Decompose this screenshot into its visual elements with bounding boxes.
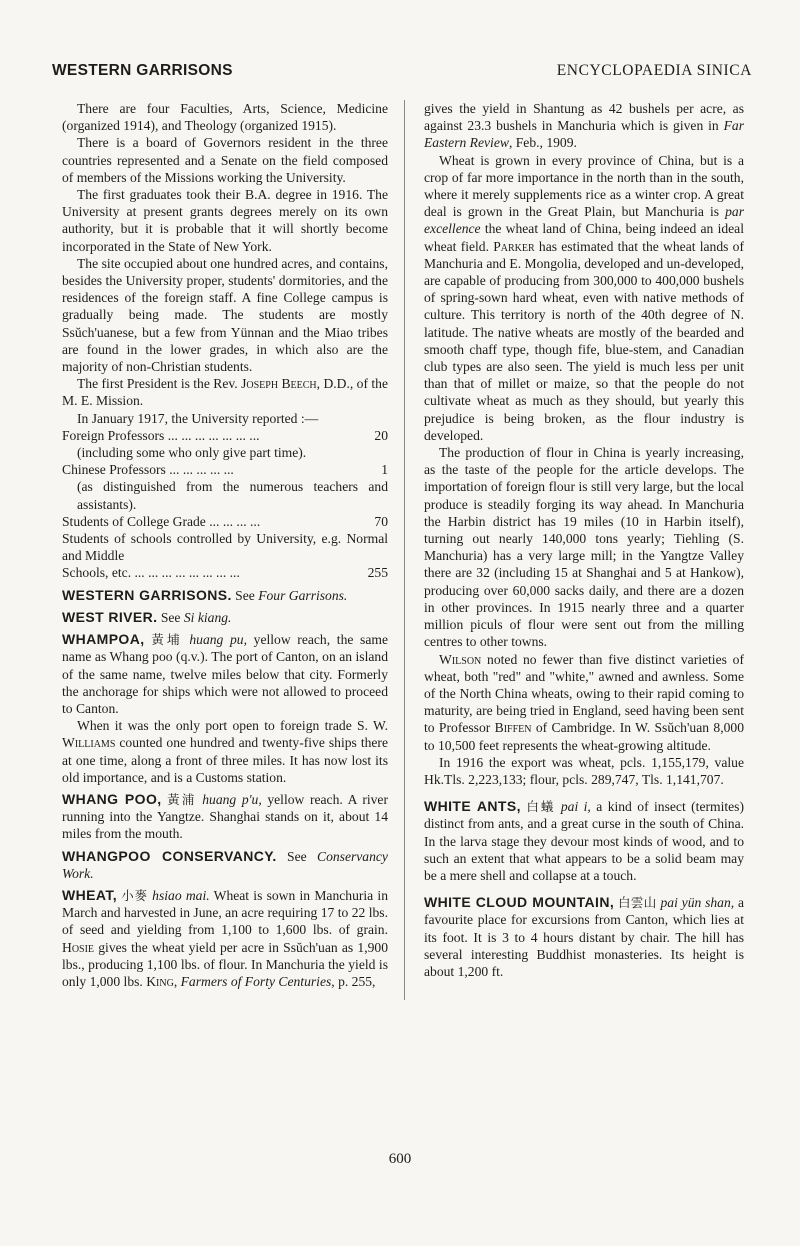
person-name: Joseph Beech (241, 376, 317, 392)
chinese-characters: 黃埔 (151, 632, 183, 648)
person-name: King (146, 973, 174, 989)
entry-whampoa: WHAMPOA, 黃埔 huang pu, yellow reach, the same name as Whang poo (q.v.). The port of Canton, on an island of the same name, twelve miles below that city. Formerly the anchorage for ships which were not allowed to proceed to Canton. (62, 631, 388, 716)
person-name: Biffen (494, 720, 532, 736)
chinese-characters: 黃浦 (167, 791, 197, 807)
column-divider (404, 100, 405, 1000)
headword: WHANG POO, (62, 790, 162, 807)
person-name: Parker (493, 238, 535, 254)
book-title: Farmers of Forty Centuries (180, 973, 332, 989)
paragraph: Wheat is grown in every province of China, but is a crop of far more importance in the north than in the south, where it merely supplements rice as a winter crop. A great deal is grown in the Great Plain, but Manchuria is par excellence the wheat land of China, being indeed an ideal wheat field. Parker has estimated that the wheat lands of Manchuria and E. Mongolia, developed and un-developed, are capable of producing from 300,000 to 400,000 bushels of spring-sown hard wheat, even with native methods of culture. This territory is north of the 40th degree of N. latitude. The native wheats are mostly of the bearded and smooth chaff type, though fife, blue-stem, and Canadian club types are also seen. The yield is much less per unit than that of millet or maize, so that the people do not cultivate wheat as much as they should, but yearly this prejudice is being broken, as the flour industry is developed. (424, 152, 744, 443)
chinese-characters: 小麥 (121, 887, 148, 903)
entry-wheat: WHEAT, 小麥 hsiao mai. Wheat is sown in Manchuria in March and harvested in June, an acre requiring 17 to 22 lbs. of seed and yielding from 1,100 to 1,600 lbs. of grain. Hosie gives the wheat yield per acre in Ssŭch'uan as 1,900 lbs., producing 1,100 lbs. of flour. In Manchuria the yield is only 1,000 lbs. King, Farmers of Forty Centuries, p. 255, (62, 886, 388, 989)
headword: WHAMPOA, (62, 631, 145, 648)
paragraph: Wilson noted no fewer than five distinct varieties of wheat, both "red" and "white," awned and awnless. Some of the North China wheats, owing to their rapid coming to maturity, are being tried in England, seed having been sent to Professor Biffen of Cambridge. In W. Ssŭch'uan 8,000 to 10,500 feet represents the wheat-growing altitude. (424, 651, 744, 753)
journal-title: Far Eastern Review (424, 118, 744, 151)
stat-row: Chinese Professors ... ... ... ... ... 1 (62, 462, 388, 478)
romanization: hsiao mai. (152, 887, 210, 903)
statistics-list (62, 427, 388, 582)
header-title: WESTERN GARRISONS (52, 62, 233, 79)
person-name: Wilson (439, 651, 482, 667)
entry-whang-poo: WHANG POO, 黃浦 huang p'u, yellow reach. A river running into the Yangtze. Shanghai stands on it, about 14 miles from the mouth. (62, 790, 388, 842)
headword: WHEAT, (62, 886, 118, 903)
paragraph: The site occupied about one hundred acres, and contains, besides the University proper, students' dormitories, and the residences of the foreign staff. A fine College campus is gradually being made. The students are mostly Ssŭch'uanese, but a few from Yünnan and the Miao tribes are found in the lower grades, in which also are the majority of non-Christian students. (62, 255, 388, 375)
cross-reference[interactable]: Si kiang. (183, 609, 232, 625)
entry-white-ants: WHITE ANTS, 白蟻 pai i, a kind of insect (termites) distinct from ants, and a great curse in the south of China. In the larva stage they devour most kinds of wood, and to such an extent that what appears to be a solid beam may be a mere shell and collapse at a touch. (424, 798, 744, 883)
page-number: 600 (388, 1151, 412, 1167)
running-header (52, 62, 752, 84)
person-name: Hosie (62, 939, 95, 955)
romanization: pai yün shan, (660, 895, 735, 911)
paragraph: In January 1917, the University reported :— (77, 410, 319, 426)
header-publication: ENCYCLOPAEDIA SINICA (556, 62, 752, 79)
entry-western-garrisons: WESTERN GARRISONS. See Four Garrisons. (62, 586, 348, 603)
chinese-characters: 白雲山 (617, 895, 657, 911)
entry-white-cloud-mountain: WHITE CLOUD MOUNTAIN, 白雲山 pai yün shan, a favourite place for excursions from Canton, which lies at its foot. It is 3 to 4 hours distant by chair. The hill has several interesting Buddhist monasteries. Its height is about 1,200 ft. (424, 894, 745, 979)
headword: WEST RIVER. (62, 608, 158, 625)
paragraph: The first President is the Rev. Joseph Beech, D.D., of the M. E. Mission. (62, 376, 389, 409)
paragraph: There are four Faculties, Arts, Science, Medicine (organized 1914), and Theology (organized 1915). (62, 101, 388, 134)
headword: WHITE ANTS, (424, 798, 521, 815)
paragraph: gives the yield in Shantung as 42 bushels per acre, as against 23.3 bushels in Manchuria which is given in Far Eastern Review, Feb., 1909. (424, 101, 744, 151)
paragraph: The first graduates took their B.A. degree in 1916. The University at present grants degrees merely on its own authority, but it is probable that it will shortly become incorporated in the State of New York. (62, 187, 388, 254)
romanization: huang pu, (189, 632, 247, 648)
headword: WHITE CLOUD MOUNTAIN, (424, 894, 615, 911)
paragraph: The production of flour in China is yearly increasing, as the taste of the people for the article develops. The importation of foreign flour is still very large, but the local produce is steadily forging its way ahead. In Manchuria the Harbin district has 19 miles (10 in Harbin itself), turning out nearly 140,000 tons yearly; Tiehling (S. Manchuria) has a very large mill; in the Yangtze Valley there are 32 (including 15 at Shanghai and 5 at Hankow), producing over 60,000 sacks daily, and there are a dozen in other provinces. In 1915 nearly three and a quarter million piculs of flour were sent out from the milling centres to other towns. (424, 445, 744, 650)
left-column (62, 100, 388, 990)
romanization: pai i, (560, 799, 591, 815)
stat-row: Schools, etc. ... ... ... ... ... ... ... ... 255 (62, 565, 388, 581)
stat-note: (including some who only give part time). (77, 445, 307, 461)
stat-row: Students of College Grade ... ... ... ... 70 (62, 513, 388, 529)
headword: WESTERN GARRISONS. (62, 586, 232, 603)
stat-label: Students of schools controlled by University, e.g. Normal and Middle (62, 531, 388, 564)
cross-reference[interactable]: Conservancy Work. (62, 848, 388, 881)
headword: WHANGPOO CONSERVANCY. (62, 847, 277, 864)
stat-row: Foreign Professors ... ... ... ... ... ... ... 20 (62, 427, 388, 443)
right-column (424, 100, 744, 980)
paragraph: In 1916 the export was wheat, pcls. 1,155,179, value Hk.Tls. 2,223,133; flour, pcls. 289,747, Tls. 1,141,707. (424, 754, 744, 787)
chinese-characters: 白蟻 (526, 799, 556, 815)
romanization: huang p'u, (202, 791, 262, 807)
cross-reference[interactable]: Four Garrisons. (258, 587, 348, 603)
entry-west-river: WEST RIVER. See Si kiang. (62, 608, 232, 625)
person-name: Williams (62, 735, 116, 751)
entry-whangpoo-conservancy: WHANGPOO CONSERVANCY. See Conservancy Work. (62, 847, 388, 881)
paragraph: There is a board of Governors resident in the three countries represented and a Senate on the field composed of members of the Missions working the University. (62, 135, 388, 185)
stat-note: (as distinguished from the numerous teachers and assistants). (77, 479, 388, 512)
paragraph: When it was the only port open to foreign trade S. W. Williams counted one hundred and twenty-five ships there at one time, along a front of three miles. It has now lost its old importance, and is a Customs station. (62, 718, 388, 785)
